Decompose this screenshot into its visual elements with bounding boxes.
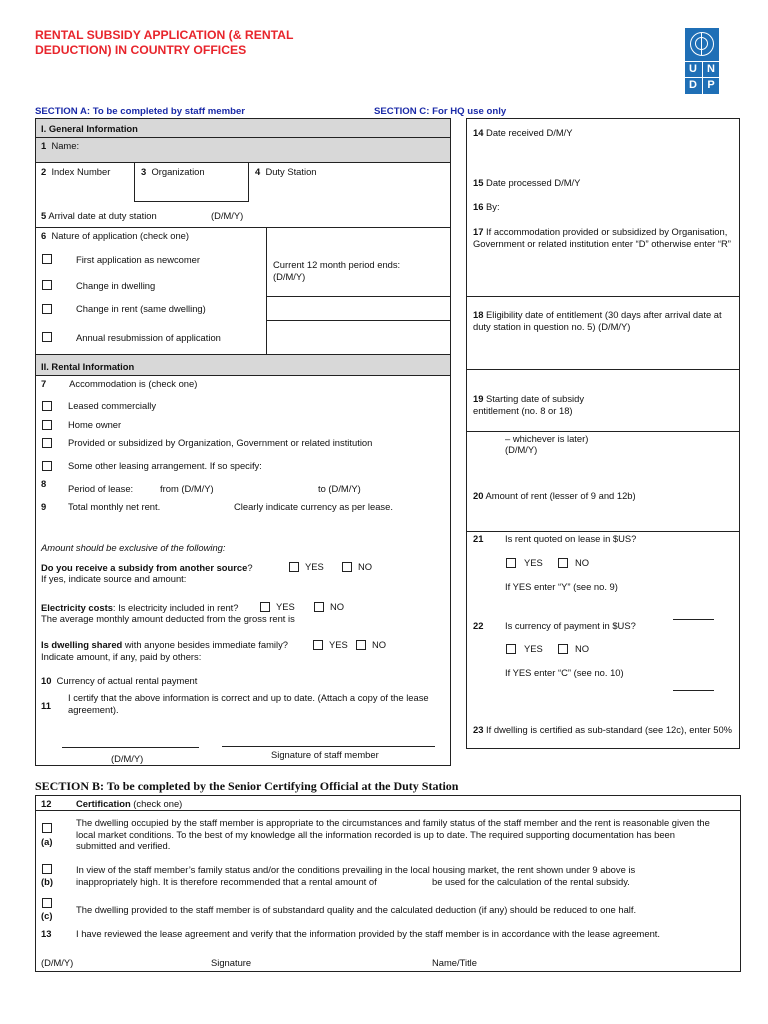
q18-eligibility-date: 18 Eligibility date of entitlement (30 days after arrival date at duty station in question no. 5) (D/M/Y) — [473, 309, 722, 332]
subsidy-question: Do you receive a subsidy from another source? — [41, 562, 253, 573]
q12-number: 12 — [41, 798, 52, 809]
q21-answer-line[interactable] — [673, 619, 714, 620]
q8-period-label: Period of lease: — [68, 483, 134, 494]
q11-certify-text: I certify that the above information is correct and up to date. (Attach a copy of the lease agreement). — [68, 692, 429, 715]
q21-rent-quoted-label: Is rent quoted on lease in $US? — [505, 533, 637, 544]
q19-date-format: (D/M/Y) — [505, 444, 538, 455]
q7-home-owner-checkbox[interactable] — [42, 420, 52, 430]
q22-yes-checkbox[interactable] — [506, 644, 516, 654]
q12a-text: The dwelling occupied by the staff member is appropriate to the circumstances and family status of the staff member and the rent is reasonable given the local market conditions. To the best of my knowledge all the information recorded is up to date. The required supporting documentation has been submitted and verified. — [76, 817, 710, 851]
q4-duty-station-label: 4 Duty Station — [255, 166, 317, 177]
q12c-text: The dwelling provided to the staff member is of substandard quality and the calculated deduction (if any) should be reduced to one half. — [76, 904, 637, 915]
q6-annual-resubmission-checkbox[interactable] — [42, 332, 52, 342]
logo-letter-p: P — [707, 79, 715, 91]
form-title-line1: RENTAL SUBSIDY APPLICATION (& RENTAL — [35, 28, 294, 42]
general-info-heading: I. General Information — [41, 123, 138, 134]
q13-number: 13 — [41, 928, 52, 939]
q12c-checkbox[interactable] — [42, 898, 52, 908]
staff-signature-line[interactable] — [222, 746, 435, 747]
shared-question: Is dwelling shared with anyone besides immediate family? — [41, 639, 288, 650]
logo-letter-u: U — [689, 63, 697, 75]
q21-no-label: NO — [575, 557, 590, 568]
q21-no-checkbox[interactable] — [558, 558, 568, 568]
subsidy-yes-label: YES — [305, 561, 324, 572]
q15-date-processed: 15 Date processed D/M/Y — [473, 177, 581, 188]
q12a-checkbox[interactable] — [42, 823, 52, 833]
q22-yes-label: YES — [524, 643, 543, 654]
q12b-text-line3: be used for the calculation of the rental subsidy. — [432, 876, 630, 887]
subsidy-detail: If yes, indicate source and amount: — [41, 573, 187, 584]
q6-change-dwelling-label: Change in dwelling — [76, 280, 156, 291]
q22-number: 22 — [473, 620, 484, 631]
q22-no-label: NO — [575, 643, 590, 654]
q6-annual-resubmission-label: Annual resubmission of application — [76, 332, 221, 343]
q21-number: 21 — [473, 533, 484, 544]
q19-starting-date: 19 Starting date of subsidy entitlement (no. 8 or 18) — [473, 393, 585, 416]
q17-accommodation-code: 17 If accommodation provided or subsidized by Organisation, Government or related institution enter “D” otherwise enter “R” — [473, 226, 731, 249]
q23-substandard: 23 If dwelling is certified as sub-standard (see 12c), enter 50% — [473, 724, 733, 735]
q8-to-label: to (D/M/Y) — [318, 483, 361, 494]
undp-logo — [685, 28, 719, 94]
q9-rent-label: Total monthly net rent. — [68, 501, 161, 512]
q22-note: If YES enter “C” (see no. 10) — [505, 667, 624, 678]
q22-answer-line[interactable] — [673, 690, 714, 691]
q21-note: If YES enter “Y” (see no. 9) — [505, 581, 618, 592]
shared-yes-label: YES — [329, 639, 348, 650]
section-a-title: SECTION A: To be completed by staff member — [35, 106, 246, 117]
electricity-detail: The average monthly amount deducted from the gross rent is — [41, 613, 295, 624]
q1-name-label: 1 Name: — [41, 140, 80, 151]
shared-yes-checkbox[interactable] — [313, 640, 323, 650]
official-signature-label: Signature — [211, 957, 252, 968]
electricity-no-checkbox[interactable] — [314, 602, 324, 612]
shared-no-label: NO — [372, 639, 387, 650]
q20-amount-of-rent: 20 Amount of rent (lesser of 9 and 12b) — [473, 490, 636, 501]
q11-number: 11 — [41, 700, 51, 711]
subsidy-yes-checkbox[interactable] — [289, 562, 299, 572]
q7-other-arrangement-label: Some other leasing arrangement. If so specify: — [68, 460, 262, 471]
q7-leased-commercially-checkbox[interactable] — [42, 401, 52, 411]
q5-date-format: (D/M/Y) — [211, 210, 244, 221]
q6-nature-label: 6 Nature of application (check one) — [41, 230, 190, 241]
q8-from-label: from (D/M/Y) — [160, 483, 214, 494]
q7-provided-subsidized-checkbox[interactable] — [42, 438, 52, 448]
q13-text: I have reviewed the lease agreement and verify that the information provided by the staff member is in accordance with the lease agreement. — [76, 928, 661, 939]
staff-date-label: (D/M/Y) — [111, 753, 144, 764]
q16-by: 16 By: — [473, 201, 500, 212]
q10-currency-label: 10 Currency of actual rental payment — [41, 675, 198, 686]
official-date-label: (D/M/Y) — [41, 957, 74, 968]
electricity-yes-label: YES — [276, 601, 295, 612]
rental-info-heading: II. Rental Information — [41, 361, 135, 372]
q7-leased-commercially-label: Leased commercially — [68, 400, 157, 411]
q12c-tag: (c) — [41, 910, 53, 921]
subsidy-no-label: NO — [358, 561, 373, 572]
q6-change-rent-checkbox[interactable] — [42, 304, 52, 314]
q12b-checkbox[interactable] — [42, 864, 52, 874]
form-title — [35, 28, 293, 57]
q21-yes-checkbox[interactable] — [506, 558, 516, 568]
electricity-question: Electricity costs: Is electricity included in rent? — [41, 602, 239, 613]
q6-period-format: (D/M/Y) — [273, 271, 306, 282]
q6-period-label: Current 12 month period ends: — [273, 259, 401, 270]
q9-currency-note: Clearly indicate currency as per lease. — [234, 501, 393, 512]
q6-first-application-label: First application as newcomer — [76, 254, 201, 265]
section-b-title: SECTION B: To be completed by the Senior Certifying Official at the Duty Station — [35, 779, 459, 793]
q7-provided-subsidized-label: Provided or subsidized by Organization, Government or related institution — [68, 437, 373, 448]
q22-no-checkbox[interactable] — [558, 644, 568, 654]
q2-index-number-label: 2 Index Number — [41, 166, 111, 177]
q7-home-owner-label: Home owner — [68, 419, 122, 430]
q12b-tag: (b) — [41, 876, 53, 887]
q7-accommodation-label: 7 Accommodation is (check one) — [41, 378, 198, 389]
q6-first-application-checkbox[interactable] — [42, 254, 52, 264]
form-title-line2: DEDUCTION) IN COUNTRY OFFICES — [35, 42, 247, 57]
subsidy-no-checkbox[interactable] — [342, 562, 352, 572]
q21-yes-label: YES — [524, 557, 543, 568]
q12b-text-line2: inappropriately high. It is therefore recommended that a rental amount of — [76, 876, 377, 887]
q12-certification-label: Certification (check one) — [76, 798, 183, 809]
q12b-text-line1: In view of the staff member’s family status and/or the conditions prevailing in the local housing market, the rent shown under 9 above is — [76, 864, 636, 875]
q9-number: 9 — [41, 501, 47, 512]
shared-no-checkbox[interactable] — [356, 640, 366, 650]
staff-date-line[interactable] — [62, 747, 199, 748]
q5-arrival-date-label: 5 Arrival date at duty station — [41, 210, 157, 221]
q6-change-rent-label: Change in rent (same dwelling) — [76, 303, 206, 314]
q8-number: 8 — [41, 478, 47, 489]
q6-change-dwelling-checkbox[interactable] — [42, 280, 52, 290]
electricity-yes-checkbox[interactable] — [260, 602, 270, 612]
logo-letter-d: D — [689, 79, 697, 91]
logo-letter-n: N — [707, 63, 715, 75]
q19-whichever-later: – whichever is later) — [505, 433, 589, 444]
official-name-title-label: Name/Title — [432, 957, 477, 968]
q12a-tag: (a) — [41, 836, 53, 847]
q22-currency-label: Is currency of payment in $US? — [505, 620, 636, 631]
staff-signature-label: Signature of staff member — [271, 749, 379, 760]
q3-organization-label: 3 Organization — [141, 166, 205, 177]
electricity-no-label: NO — [330, 601, 345, 612]
exclusive-note: Amount should be exclusive of the following: — [41, 542, 226, 553]
q7-other-arrangement-checkbox[interactable] — [42, 461, 52, 471]
section-c-title: SECTION C: For HQ use only — [374, 106, 507, 117]
shared-detail: Indicate amount, if any, paid by others: — [41, 651, 202, 662]
un-emblem-icon — [690, 32, 714, 56]
q14-date-received: 14 Date received D/M/Y — [473, 127, 573, 138]
